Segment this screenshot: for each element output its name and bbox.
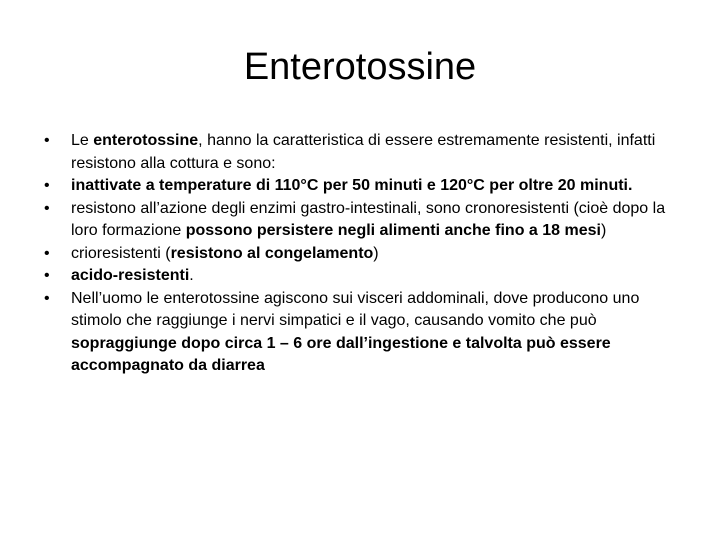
bullet-text-bold: acido-resistenti (71, 267, 190, 284)
bullet-marker: • (44, 244, 50, 262)
bullet-item (44, 288, 684, 378)
bullet-item (44, 243, 684, 266)
bullet-text-bold: inattivate a temperature di 110°C per 50 minuti e 120°C per oltre 20 minuti. (71, 177, 633, 194)
bullet-item (44, 265, 684, 288)
slide-title: Enterotossine (243, 46, 477, 88)
bullet-text: Le (71, 132, 94, 149)
bullet-text-bold: resistono al congelamento (170, 244, 374, 262)
bullet-marker: • (44, 199, 50, 217)
bullet-text-bold: possono persistere negli alimenti anche fino a 18 mesi (185, 222, 601, 239)
bullet-text: ) (373, 244, 379, 262)
bullet-marker: • (44, 289, 50, 307)
bullet-marker: • (44, 132, 50, 149)
bullet-item (44, 130, 684, 175)
bullet-text: resistono all’azione degli enzimi gastro‑intestinali, sono cronoresistenti (cioè dopo la loro formazione (71, 199, 666, 239)
bullet-list (44, 130, 684, 378)
bullet-text-bold: enterotossine (93, 132, 199, 149)
bullet-text: crioresistenti ( (71, 244, 171, 262)
bullet-item (44, 198, 684, 243)
bullet-item (44, 175, 684, 198)
bullet-text-bold: sopraggiunge dopo circa 1 – 6 ore dall’ingestione e talvolta può essere accompagnato da diarrea (71, 334, 611, 374)
bullet-text: Nell’uomo le enterotossine agiscono sui visceri addominali, dove producono uno stimolo che raggiunge i nervi simpatici e il vago, causando vomito che può (71, 289, 640, 329)
bullet-marker: • (44, 267, 50, 284)
bullet-marker: • (44, 177, 50, 194)
bullet-text: ) (600, 222, 607, 239)
bullet-text: , hanno la caratteristica di essere estremamente resistenti, infatti resistono alla cottura e sono: (71, 132, 656, 172)
bullet-text: . (189, 267, 194, 284)
